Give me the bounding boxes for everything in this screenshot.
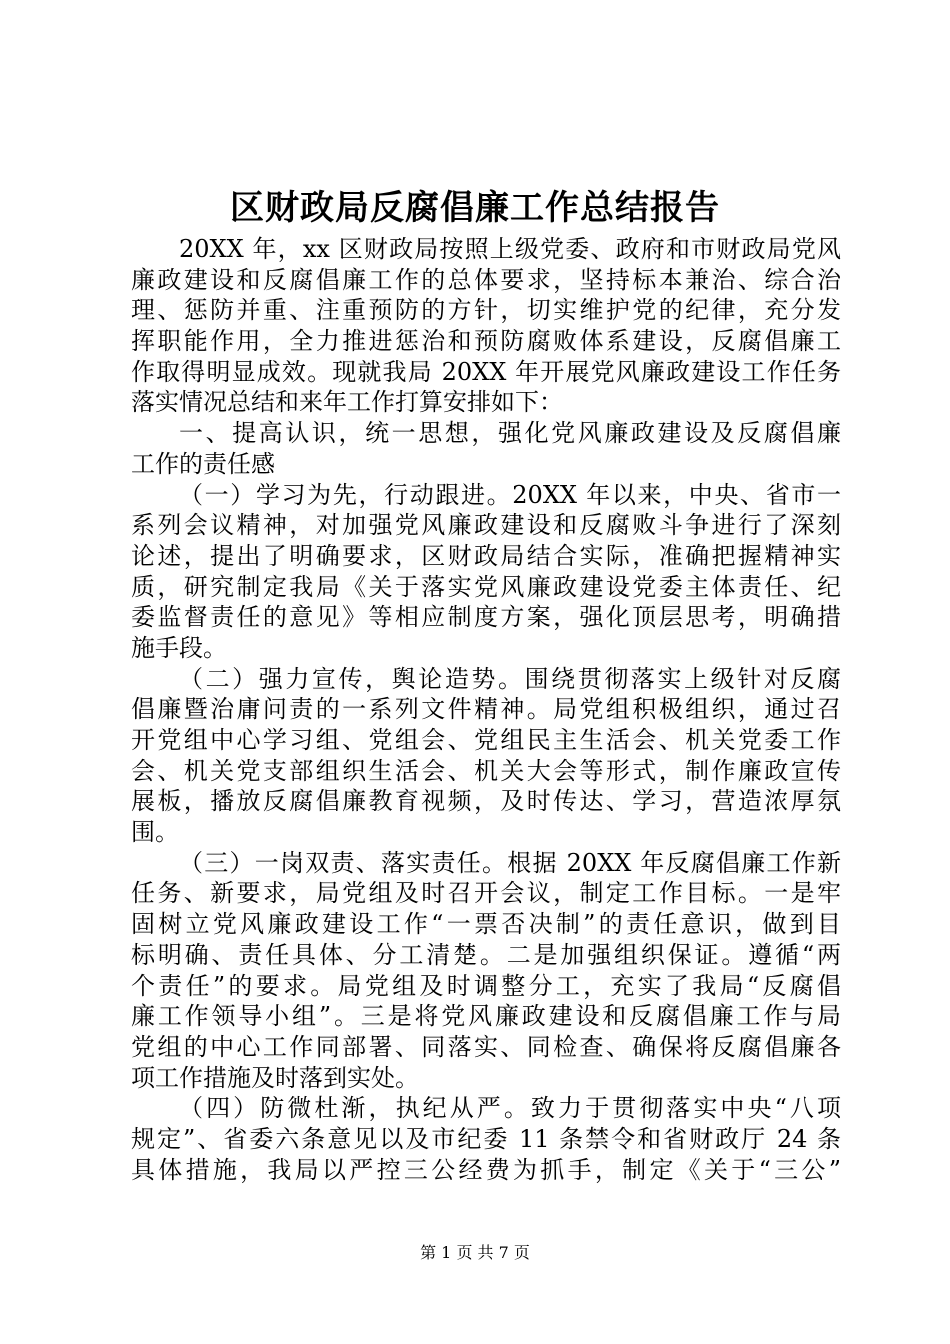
text-line: 施手段。 [131,633,227,662]
text-line: 落实情况总结和来年工作打算安排如下： [131,388,563,417]
text-line: 固树立党风廉政建设工作“一票否决制”的责任意识，做到目 [131,910,841,939]
document-title: 区财政局反腐倡廉工作总结报告 [230,188,720,228]
text-line: 会、机关党支部组织生活会、机关大会等形式，制作廉政宣传 [131,756,841,785]
text-line: 20XX 年，xx 区财政局按照上级党委、政府和市财政局党风 [179,235,841,263]
text-line: 廉工作领导小组”。三是将党风廉政建设和反腐倡廉工作与局 [131,1002,841,1031]
text-line: 具体措施，我局以严控三公经费为抓手，制定《关于“三公” [131,1155,841,1184]
text-line: 作取得明显成效。现就我局 20XX 年开展党风廉政建设工作任务 [131,357,841,386]
text-line: 党组的中心工作同部署、同落实、同检查、确保将反腐倡廉各 [131,1032,841,1061]
text-line: 倡廉暨治庸问责的一系列文件精神。局党组积极组织，通过召 [131,695,841,724]
page-footer: 第 1 页 共 7 页 [420,1243,530,1262]
text-line: 委监督责任的意见》等相应制度方案，强化顶层思考，明确措 [131,603,841,632]
text-line: 标明确、责任具体、分工清楚。二是加强组织保证。遵循“两 [131,940,841,969]
text-line: （一）学习为先，行动跟进。20XX 年以来，中央、省市一 [179,480,841,509]
text-line: 任务、新要求，局党组及时召开会议，制定工作目标。一是牢 [131,879,841,908]
text-line: （二）强力宣传，舆论造势。围绕贯彻落实上级针对反腐 [179,664,841,693]
text-line: 挥职能作用，全力推进惩治和预防腐败体系建设，反腐倡廉工 [131,327,841,356]
text-line: （三）一岗双责、落实责任。根据 20XX 年反腐倡廉工作新 [179,848,841,877]
text-line: 一、提高认识，统一思想，强化党风廉政建设及反腐倡廉 [179,419,841,448]
text-line: 项工作措施及时落到实处。 [131,1063,419,1092]
text-line: 理、惩防并重、注重预防的方针，切实维护党的纪律，充分发 [131,296,841,325]
text-line: 论述，提出了明确要求，区财政局结合实际，准确把握精神实 [131,541,841,570]
text-line: 廉政建设和反腐倡廉工作的总体要求，坚持标本兼治、综合治 [131,265,841,294]
text-line: 围。 [131,818,179,847]
text-line: 规定”、省委六条意见以及市纪委 11 条禁令和省财政厅 24 条 [131,1124,841,1153]
text-line: 开党组中心学习组、党组会、党组民主生活会、机关党委工作 [131,726,841,754]
text-line: 工作的责任感 [131,449,275,478]
document-body [131,234,841,1185]
text-line: 质，研究制定我局《关于落实党风廉政建设党委主体责任、纪 [131,572,841,601]
text-line: （四）防微杜渐，执纪从严。致力于贯彻落实中央“八项 [179,1094,841,1123]
text-line: 展板，播放反腐倡廉教育视频，及时传达、学习，营造浓厚氛 [131,787,841,816]
text-line: 个责任”的要求。局党组及时调整分工，充实了我局“反腐倡 [131,971,841,1000]
text-line: 系列会议精神，对加强党风廉政建设和反腐败斗争进行了深刻 [131,511,841,540]
